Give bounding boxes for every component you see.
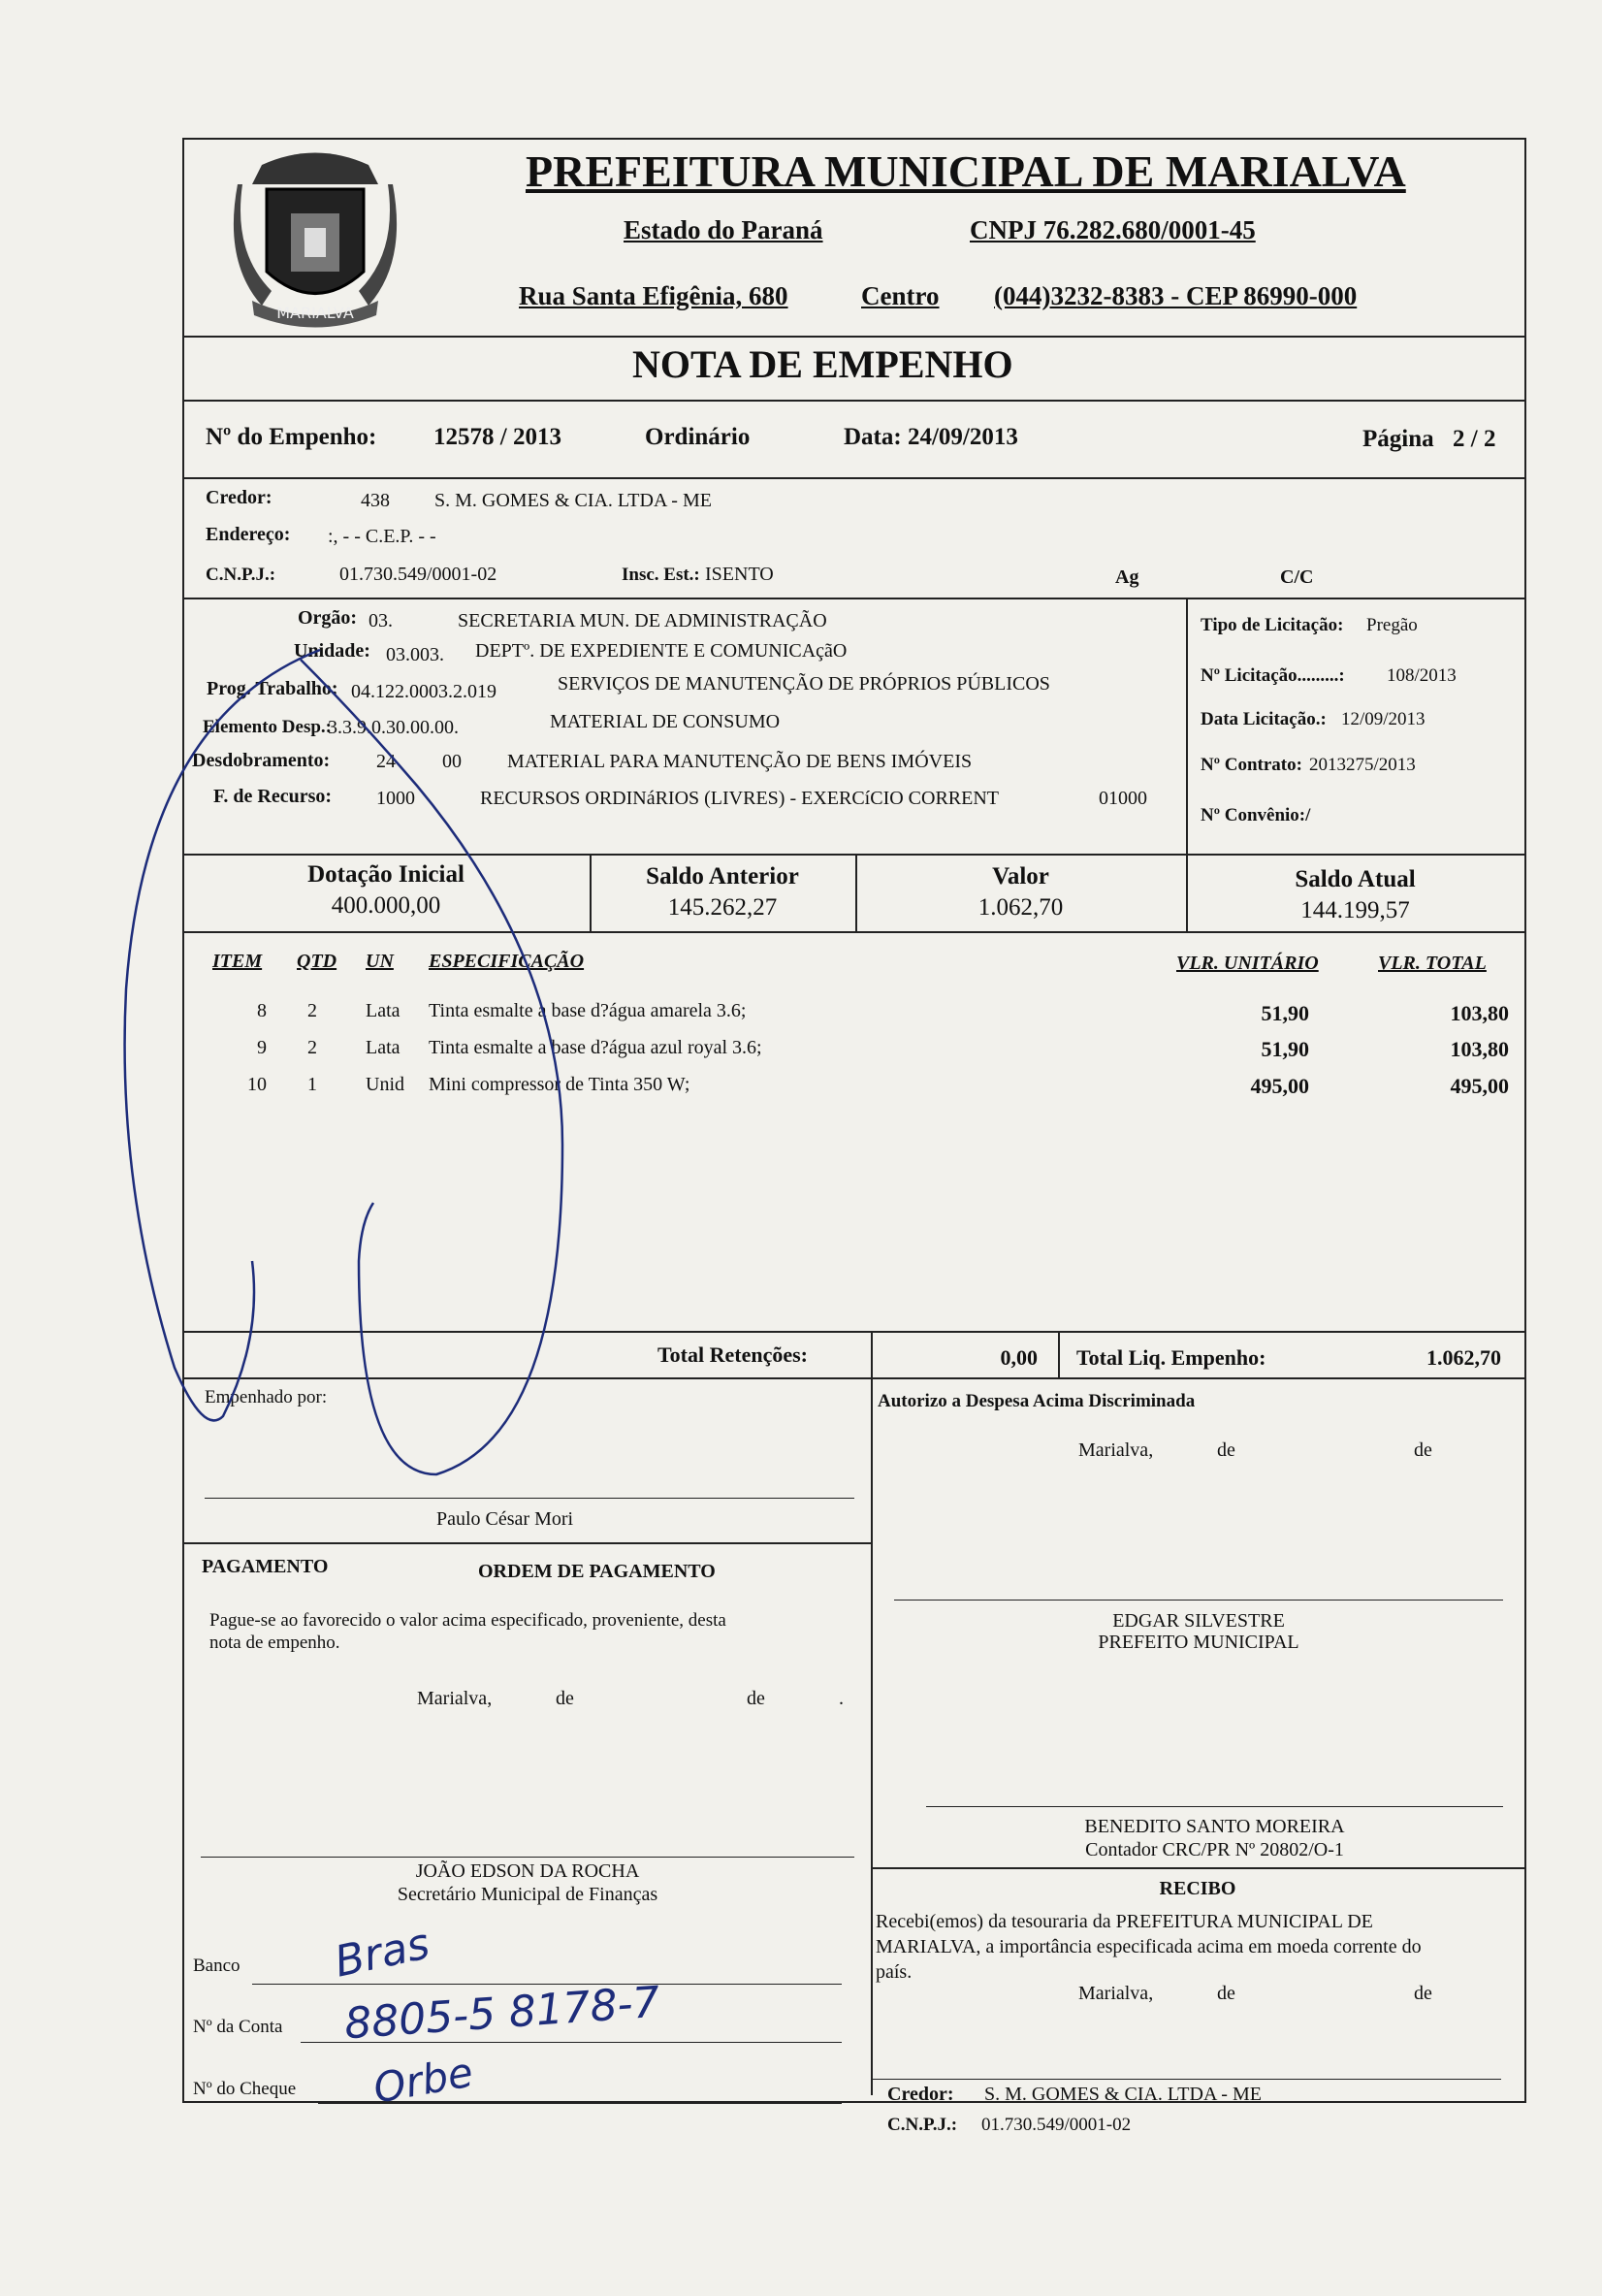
- elemento-code: 3.3.9.0.30.00.00.: [328, 717, 459, 738]
- secretary-title: Secretário Municipal de Finanças: [397, 1884, 658, 1905]
- prog-label: Prog. Trabalho:: [207, 678, 338, 699]
- orgao-label: Orgão:: [298, 607, 358, 629]
- cheque-label: Nº do Cheque: [193, 2079, 297, 2099]
- empenho-type: Ordinário: [645, 424, 751, 450]
- banco-signature: Bras: [330, 1919, 434, 1988]
- desdob-code: 24: [376, 751, 396, 772]
- recibo-title: RECIBO: [1159, 1878, 1236, 1899]
- elemento-desc: MATERIAL DE CONSUMO: [550, 711, 781, 732]
- city-label: Marialva,: [1078, 1439, 1154, 1461]
- item-total: 495,00: [1450, 1074, 1509, 1098]
- prog-desc: SERVIÇOS DE MANUTENÇÃO DE PRÓPRIOS PÚBLICOS: [558, 673, 1050, 695]
- recurso-num: 01000: [1099, 788, 1147, 809]
- recibo-text-1: Recebi(emos) da tesouraria da PREFEITURA MUNICIPAL DE: [876, 1911, 1373, 1932]
- insc-value: ISENTO: [705, 564, 774, 585]
- divider: [1186, 598, 1188, 856]
- divider: [182, 400, 1524, 402]
- cheque-signature: Orbe: [369, 2048, 477, 2113]
- licitacao-data-label: Data Licitação.:: [1201, 709, 1327, 729]
- orgao-desc: SECRETARIA MUN. DE ADMINISTRAÇÃO: [458, 610, 827, 631]
- item-number: 8: [257, 1000, 267, 1021]
- prog-code: 04.122.0003.2.019: [351, 681, 497, 702]
- tipo-licitacao-label: Tipo de Licitação:: [1201, 615, 1344, 635]
- district: Centro: [861, 281, 940, 310]
- col-qtd: QTD: [297, 951, 337, 972]
- doc-title: NOTA DE EMPENHO: [632, 342, 1013, 386]
- item-un: Lata: [366, 1037, 400, 1058]
- saldo-atual-label: Saldo Atual: [1295, 866, 1416, 892]
- empenhado-name: Paulo César Mori: [436, 1508, 574, 1530]
- item-desc: Tinta esmalte a base d?água azul royal 3.6;: [429, 1037, 762, 1058]
- divider: [182, 477, 1524, 479]
- recibo-text-3: país.: [876, 1961, 913, 1983]
- credor-code: 438: [361, 490, 390, 511]
- col-un: UN: [366, 951, 394, 972]
- ag-label: Ag: [1115, 566, 1139, 588]
- page-number: 2 / 2: [1453, 426, 1496, 452]
- signature-line: [201, 1857, 854, 1858]
- item-un: Lata: [366, 1000, 400, 1021]
- insc-label: Insc. Est.:: [622, 565, 700, 585]
- item-unit: 495,00: [1250, 1074, 1309, 1098]
- de-label: de: [1217, 1983, 1235, 2004]
- saldo-anterior-value: 145.262,27: [667, 894, 778, 921]
- pag-text-2: nota de empenho.: [209, 1633, 340, 1653]
- pag-text-1: Pague-se ao favorecido o valor acima especificado, proveniente, desta: [209, 1610, 726, 1631]
- empenho-number: 12578 / 2013: [433, 424, 561, 450]
- unidade-label: Unidade:: [294, 640, 370, 662]
- signature-line: [926, 1806, 1503, 1807]
- dot-label: .: [839, 1688, 844, 1709]
- municipality-title: PREFEITURA MUNICIPAL DE MARIALVA: [526, 146, 1406, 196]
- item-qtd: 2: [307, 1000, 317, 1021]
- col-total: VLR. TOTAL: [1378, 953, 1487, 974]
- signature-line: [871, 2079, 1501, 2080]
- municipal-seal-icon: [233, 146, 398, 340]
- dotacao-value: 400.000,00: [331, 892, 441, 919]
- pagamento-label: PAGAMENTO: [202, 1556, 329, 1577]
- col-unit: VLR. UNITÁRIO: [1176, 953, 1319, 974]
- credor-label: Credor:: [206, 487, 272, 508]
- de-label: de: [1414, 1983, 1432, 2004]
- orgao-code: 03.: [368, 610, 393, 631]
- contador-title: Contador CRC/PR Nº 20802/O-1: [1085, 1839, 1344, 1860]
- divider: [871, 1331, 873, 2095]
- divider: [1058, 1331, 1060, 1377]
- tipo-licitacao-value: Pregão: [1366, 615, 1418, 635]
- saldo-anterior-label: Saldo Anterior: [646, 863, 799, 889]
- credor-name: S. M. GOMES & CIA. LTDA - ME: [434, 490, 712, 511]
- handwritten-loop-signature: [107, 640, 592, 1494]
- item-total: 103,80: [1450, 1037, 1509, 1061]
- divider: [182, 1542, 871, 1544]
- desdob-sub: 00: [442, 751, 462, 772]
- divider: [182, 336, 1524, 338]
- item-unit: 51,90: [1261, 1037, 1309, 1061]
- secretary-name: JOÃO EDSON DA ROCHA: [415, 1860, 640, 1882]
- autorizo-label: Autorizo a Despesa Acima Discriminada: [878, 1391, 1196, 1411]
- de-label: de: [1217, 1439, 1235, 1461]
- item-desc: Tinta esmalte a base d?água amarela 3.6;: [429, 1000, 747, 1021]
- cnpj-label: C.N.P.J.:: [206, 565, 276, 585]
- dotacao-label: Dotação Inicial: [307, 861, 465, 888]
- contrato-value: 2013275/2013: [1309, 755, 1416, 775]
- col-especificacao: ESPECIFICAÇÃO: [429, 951, 585, 972]
- item-qtd: 1: [307, 1074, 317, 1095]
- valor-label: Valor: [992, 863, 1049, 889]
- item-number: 9: [257, 1037, 267, 1058]
- item-un: Unid: [366, 1074, 404, 1095]
- item-total: 103,80: [1450, 1001, 1509, 1025]
- saldo-atual-value: 144.199,57: [1300, 897, 1410, 923]
- item-qtd: 2: [307, 1037, 317, 1058]
- licitacao-data-value: 12/09/2013: [1341, 709, 1426, 729]
- cnpj-value: 01.730.549/0001-02: [339, 564, 497, 585]
- cnpj-header: CNPJ 76.282.680/0001-45: [970, 215, 1256, 244]
- valor-value: 1.062,70: [977, 894, 1064, 921]
- recibo-credor-label: Credor:: [887, 2084, 954, 2105]
- empenhado-label: Empenhado por:: [205, 1387, 328, 1407]
- licitacao-num-value: 108/2013: [1387, 665, 1457, 686]
- total-liq-value: 1.062,70: [1426, 1345, 1501, 1370]
- retencoes-value: 0,00: [1000, 1345, 1038, 1370]
- prefeito-title: PREFEITO MUNICIPAL: [1098, 1632, 1299, 1653]
- conta-signature: 8805-5 8178-7: [342, 1977, 662, 2050]
- street-address: Rua Santa Efigênia, 680: [519, 281, 788, 310]
- recurso-desc: RECURSOS ORDINáRIOS (LIVRES) - EXERCíCIO CORRENT: [480, 788, 1000, 809]
- page-label: Página: [1362, 426, 1434, 452]
- prefeito-name: EDGAR SILVESTRE: [1112, 1610, 1285, 1632]
- item-number: 10: [247, 1074, 267, 1095]
- city-label: Marialva,: [417, 1688, 493, 1709]
- desdob-desc: MATERIAL PARA MANUTENÇÃO DE BENS IMÓVEIS: [507, 751, 973, 772]
- desdob-label: Desdobramento:: [192, 750, 331, 771]
- licitacao-num-label: Nº Licitação.........:: [1201, 665, 1345, 686]
- recibo-credor-value: S. M. GOMES & CIA. LTDA - ME: [984, 2084, 1262, 2105]
- empenho-date: Data: 24/09/2013: [844, 424, 1018, 450]
- cc-label: C/C: [1280, 566, 1314, 588]
- banco-label: Banco: [193, 1956, 240, 1976]
- recibo-text-2: MARIALVA, a importância especificada acima em moeda corrente do: [876, 1936, 1422, 1957]
- retencoes-label: Total Retenções:: [657, 1342, 808, 1367]
- item-unit: 51,90: [1261, 1001, 1309, 1025]
- signature-line: [894, 1600, 1503, 1601]
- contador-name: BENEDITO SANTO MOREIRA: [1084, 1816, 1345, 1837]
- city-label: Marialva,: [1078, 1983, 1154, 2004]
- item-desc: Mini compressor de Tinta 350 W;: [429, 1074, 690, 1095]
- unidade-code: 03.003.: [386, 644, 444, 665]
- seal-lettering: MARIALVA: [276, 304, 354, 322]
- endereco-value: :, - - C.E.P. - -: [328, 526, 436, 547]
- recibo-cnpj-label: C.N.P.J.:: [887, 2115, 958, 2135]
- convenio-label: Nº Convênio:/: [1201, 805, 1311, 825]
- conta-label: Nº da Conta: [193, 2017, 283, 2037]
- de-label: de: [747, 1688, 765, 1709]
- signature-line: [205, 1498, 854, 1499]
- recurso-label: F. de Recurso:: [213, 786, 333, 807]
- endereco-label: Endereço:: [206, 524, 291, 545]
- de-label: de: [556, 1688, 574, 1709]
- recibo-cnpj-value: 01.730.549/0001-02: [981, 2115, 1132, 2135]
- contrato-label: Nº Contrato:: [1201, 755, 1302, 775]
- phone-cep: (044)3232-8383 - CEP 86990-000: [994, 281, 1358, 310]
- ordem-label: ORDEM DE PAGAMENTO: [478, 1561, 716, 1582]
- total-liq-label: Total Liq. Empenho:: [1076, 1345, 1266, 1370]
- unidade-desc: DEPTº. DE EXPEDIENTE E COMUNICAçãO: [475, 640, 848, 662]
- state-name: Estado do Paraná: [624, 215, 823, 244]
- col-item: ITEM: [212, 951, 263, 972]
- empenho-label: Nº do Empenho:: [206, 424, 377, 450]
- recurso-code: 1000: [376, 788, 415, 809]
- divider: [871, 1867, 1524, 1869]
- elemento-label: Elemento Desp.:: [203, 717, 332, 737]
- divider: [182, 598, 1524, 599]
- de-label: de: [1414, 1439, 1432, 1461]
